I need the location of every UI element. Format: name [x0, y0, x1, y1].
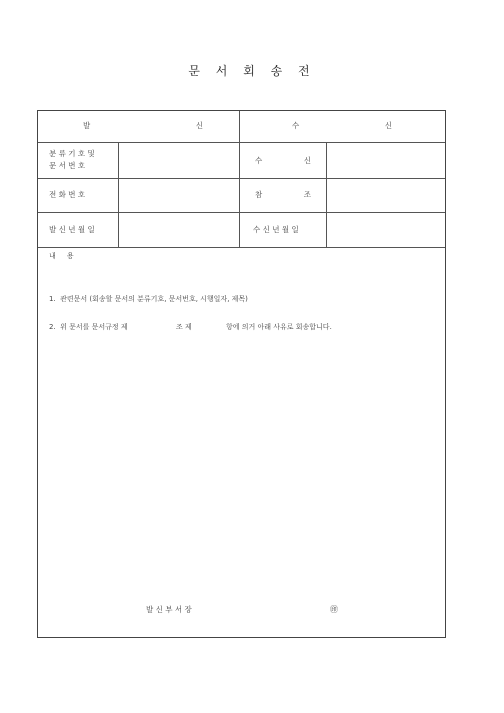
divider-center [239, 111, 240, 247]
divider-row2 [38, 212, 445, 213]
reference-label [255, 190, 311, 200]
return-form-table [37, 110, 446, 638]
reference-label-char2: 조 [303, 190, 311, 199]
recipient-label-char2: 신 [303, 156, 311, 165]
content-item-2-part3: 항에 의거 아래 사유로 회송합니다. [226, 323, 332, 331]
phone-label: 전 화 번 호 [49, 190, 86, 199]
receiver-header-char2: 신 [384, 121, 392, 130]
sender-department-head: 발 신 부 서 장 [146, 605, 192, 614]
divider-row1 [38, 178, 445, 179]
sender-header-char1: 발 [83, 121, 91, 130]
sender-header [83, 121, 203, 131]
recipient-label-char1: 수 [255, 156, 263, 165]
divider-header [38, 142, 445, 143]
divider-row3 [38, 247, 445, 248]
seal-mark: ㊞ [330, 605, 338, 614]
receiver-header [292, 121, 392, 131]
classification-label-line2: 문 서 번 호 [49, 161, 86, 170]
send-date-label: 발 신 년 월 일 [49, 225, 95, 234]
document-title: 문 서 회 송 전 [188, 64, 316, 78]
receive-date-label: 수 신 년 월 일 [253, 225, 299, 234]
divider-left-label [118, 142, 119, 247]
content-item-1: 1. 관련문서 (회송할 문서의 분류기호, 문서번호, 시행일자, 제목) [49, 295, 248, 303]
recipient-label [255, 156, 311, 166]
content-label: 내 용 [49, 252, 74, 260]
classification-label-line1: 분 류 기 호 및 [49, 149, 95, 158]
receiver-header-char1: 수 [292, 121, 300, 130]
divider-right-label [326, 142, 327, 247]
content-item-2-part2: 조 제 [176, 323, 192, 331]
reference-label-char1: 참 [255, 190, 263, 199]
content-item-2-part1: 2. 위 문서를 문서규정 제 [49, 323, 128, 331]
sender-header-char2: 신 [195, 121, 203, 130]
